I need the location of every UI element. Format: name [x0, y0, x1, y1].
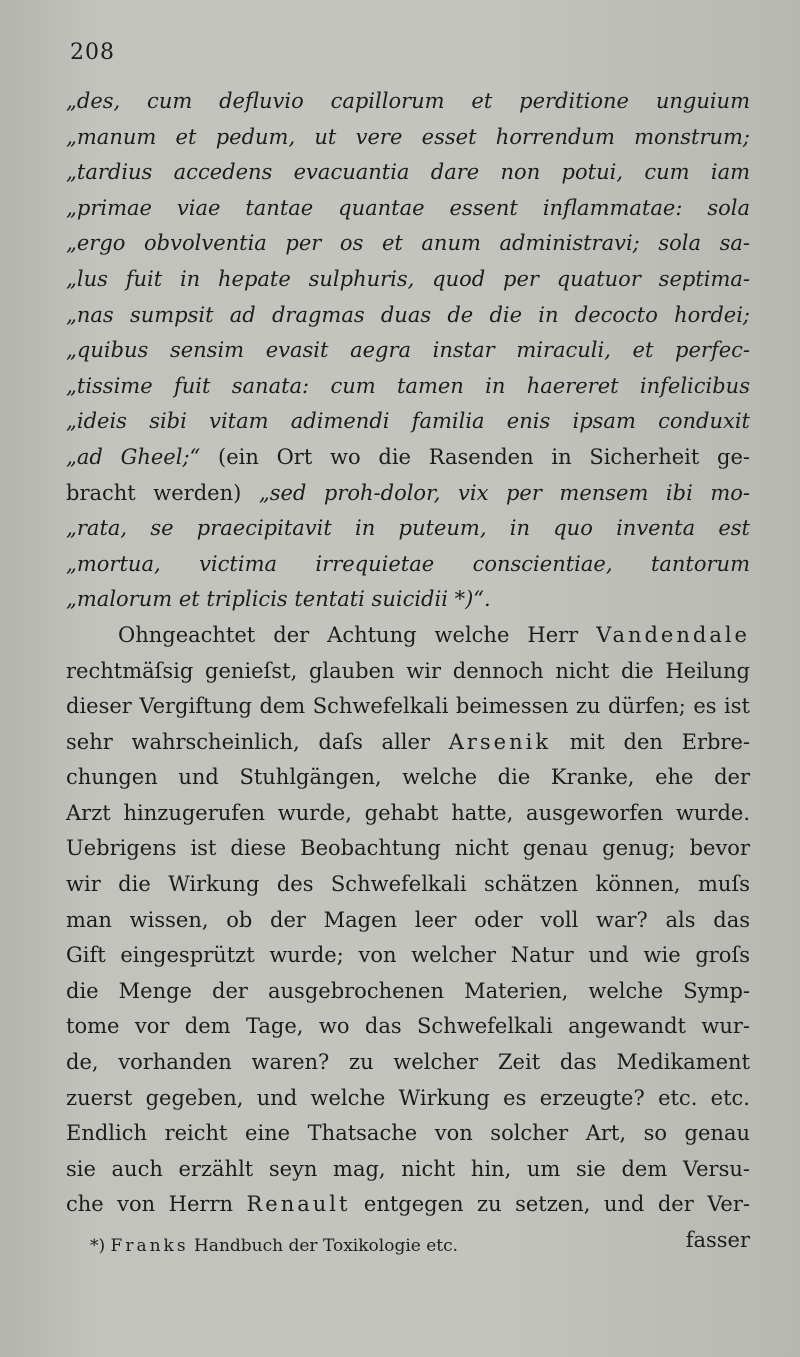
text-line: [66, 903, 750, 939]
text-segment: sehr wahrscheinlich, daſs aller: [66, 729, 449, 754]
text-segment: „lus fuit in hepate sulphuris, quod per quatuor septima-: [66, 266, 750, 291]
text-segment: Gift eingesprützt wurde; von welcher Natur und wie groſs: [66, 943, 750, 968]
footnote-text: Handbuch der Toxikologie etc.: [188, 1236, 459, 1256]
text-line: [66, 1116, 750, 1152]
text-segment: chungen und Stuhlgängen, welche die Kranke, ehe der: [66, 765, 750, 790]
text-line: [66, 654, 750, 690]
text-segment: entgegen zu setzen, und der Ver-: [350, 1192, 750, 1217]
text-line: [66, 974, 750, 1010]
text-segment: „sed proh-dolor, vix per mensem ibi mo-: [258, 480, 750, 505]
text-segment: tome vor dem Tage, wo das Schwefelkali angewandt wur-: [66, 1014, 750, 1039]
text-line: [66, 511, 750, 547]
text-line: [66, 1009, 750, 1045]
text-segment: „mortua, victima irrequietae conscientiae, tantorum: [66, 551, 750, 576]
text-segment: „manum et pedum, ut vere esset horrendum monstrum;: [66, 124, 750, 149]
text-line: [66, 120, 750, 156]
text-line: [66, 689, 750, 725]
text-line: [66, 831, 750, 867]
text-line: [66, 760, 750, 796]
text-line: [66, 725, 750, 761]
text-line: [66, 84, 750, 120]
text-segment: man wissen, ob der Magen leer oder voll war? als das: [66, 907, 750, 932]
text-segment: rechtmäſsig genieſst, glauben wir dennoch nicht die Heilung: [66, 658, 750, 683]
footnote: [90, 1236, 458, 1256]
text-segment: „ideis sibi vitam adimendi familia enis ipsam conduxit: [66, 409, 750, 434]
text-line: [66, 582, 750, 618]
text-line: [66, 262, 750, 298]
text-segment: (ein Ort wo die Rasenden in Sicherheit ge-: [200, 444, 750, 469]
text-line: [66, 226, 750, 262]
text-segment: „nas sumpsit ad dragmas duas de die in decocto hordei;: [66, 302, 750, 327]
text-line: [66, 796, 750, 832]
text-segment: die Menge der ausgebrochenen Materien, welche Symp-: [66, 978, 750, 1003]
text-segment: che von Herrn: [66, 1192, 247, 1217]
spaced-name: Renault: [246, 1192, 351, 1217]
text-segment: „primae viae tantae quantae essent inflammatae: sola: [66, 195, 750, 220]
text-segment: zuerst gegeben, und welche Wirkung es erzeugte? etc. etc.: [66, 1085, 750, 1110]
text-line: [66, 404, 750, 440]
body-text: [66, 84, 750, 1259]
text-line: [66, 1045, 750, 1081]
text-segment: „quibus sensim evasit aegra instar miraculi, et perfec-: [66, 338, 750, 363]
spaced-name: Vandendale: [596, 622, 750, 647]
text-line: [66, 440, 750, 476]
text-segment: „ad Gheel;“: [66, 444, 201, 469]
text-line: [66, 1081, 750, 1117]
text-segment: Ohngeachtet der Achtung welche Herr: [118, 622, 597, 647]
text-segment: Endlich reicht eine Thatsache von solcher Art, so genau: [66, 1121, 750, 1146]
spaced-name: Arsenik: [448, 729, 552, 754]
text-segment: „tissime fuit sanata: cum tamen in haereret infelicibus: [66, 373, 750, 398]
text-line: [66, 369, 750, 405]
text-line: [66, 938, 750, 974]
text-line: [66, 618, 750, 654]
text-line: [66, 867, 750, 903]
text-segment: bracht werden): [66, 480, 259, 505]
text-line: [66, 547, 750, 583]
text-line: [66, 298, 750, 334]
text-segment: „malorum et triplicis tentati suicidii *)“.: [66, 587, 491, 612]
text-segment: „rata, se praecipitavit in puteum, in quo inventa est: [66, 516, 750, 541]
text-line: [66, 155, 750, 191]
text-segment: fasser: [685, 1228, 750, 1252]
text-segment: Arzt hinzugerufen wurde, gehabt hatte, ausgeworfen wurde.: [66, 800, 750, 825]
text-line: [66, 1152, 750, 1188]
page-number: 208: [70, 40, 115, 65]
text-line: [66, 333, 750, 369]
text-segment: mit den Erbre-: [551, 729, 750, 754]
text-segment: wir die Wirkung des Schwefelkali schätzen können, muſs: [66, 872, 750, 897]
text-segment: „tardius accedens evacuantia dare non potui, cum iam: [66, 160, 750, 185]
text-line: [66, 1187, 750, 1223]
footnote-marker: *): [90, 1236, 106, 1256]
text-segment: de, vorhanden waren? zu welcher Zeit das Medikament: [66, 1050, 750, 1075]
text-segment: Uebrigens ist diese Beobachtung nicht genau genug; bevor: [66, 836, 750, 861]
text-line: [66, 476, 750, 512]
footnote-author: Franks: [110, 1236, 189, 1256]
text-line: [66, 191, 750, 227]
text-segment: dieser Vergiftung dem Schwefelkali beimessen zu dürfen; es ist: [66, 694, 750, 719]
text-segment: sie auch erzählt seyn mag, nicht hin, um sie dem Versu-: [66, 1156, 750, 1181]
text-segment: „ergo obvolventia per os et anum administravi; sola sa-: [66, 231, 750, 256]
text-segment: „des, cum defluvio capillorum et perditione unguium: [66, 89, 750, 113]
